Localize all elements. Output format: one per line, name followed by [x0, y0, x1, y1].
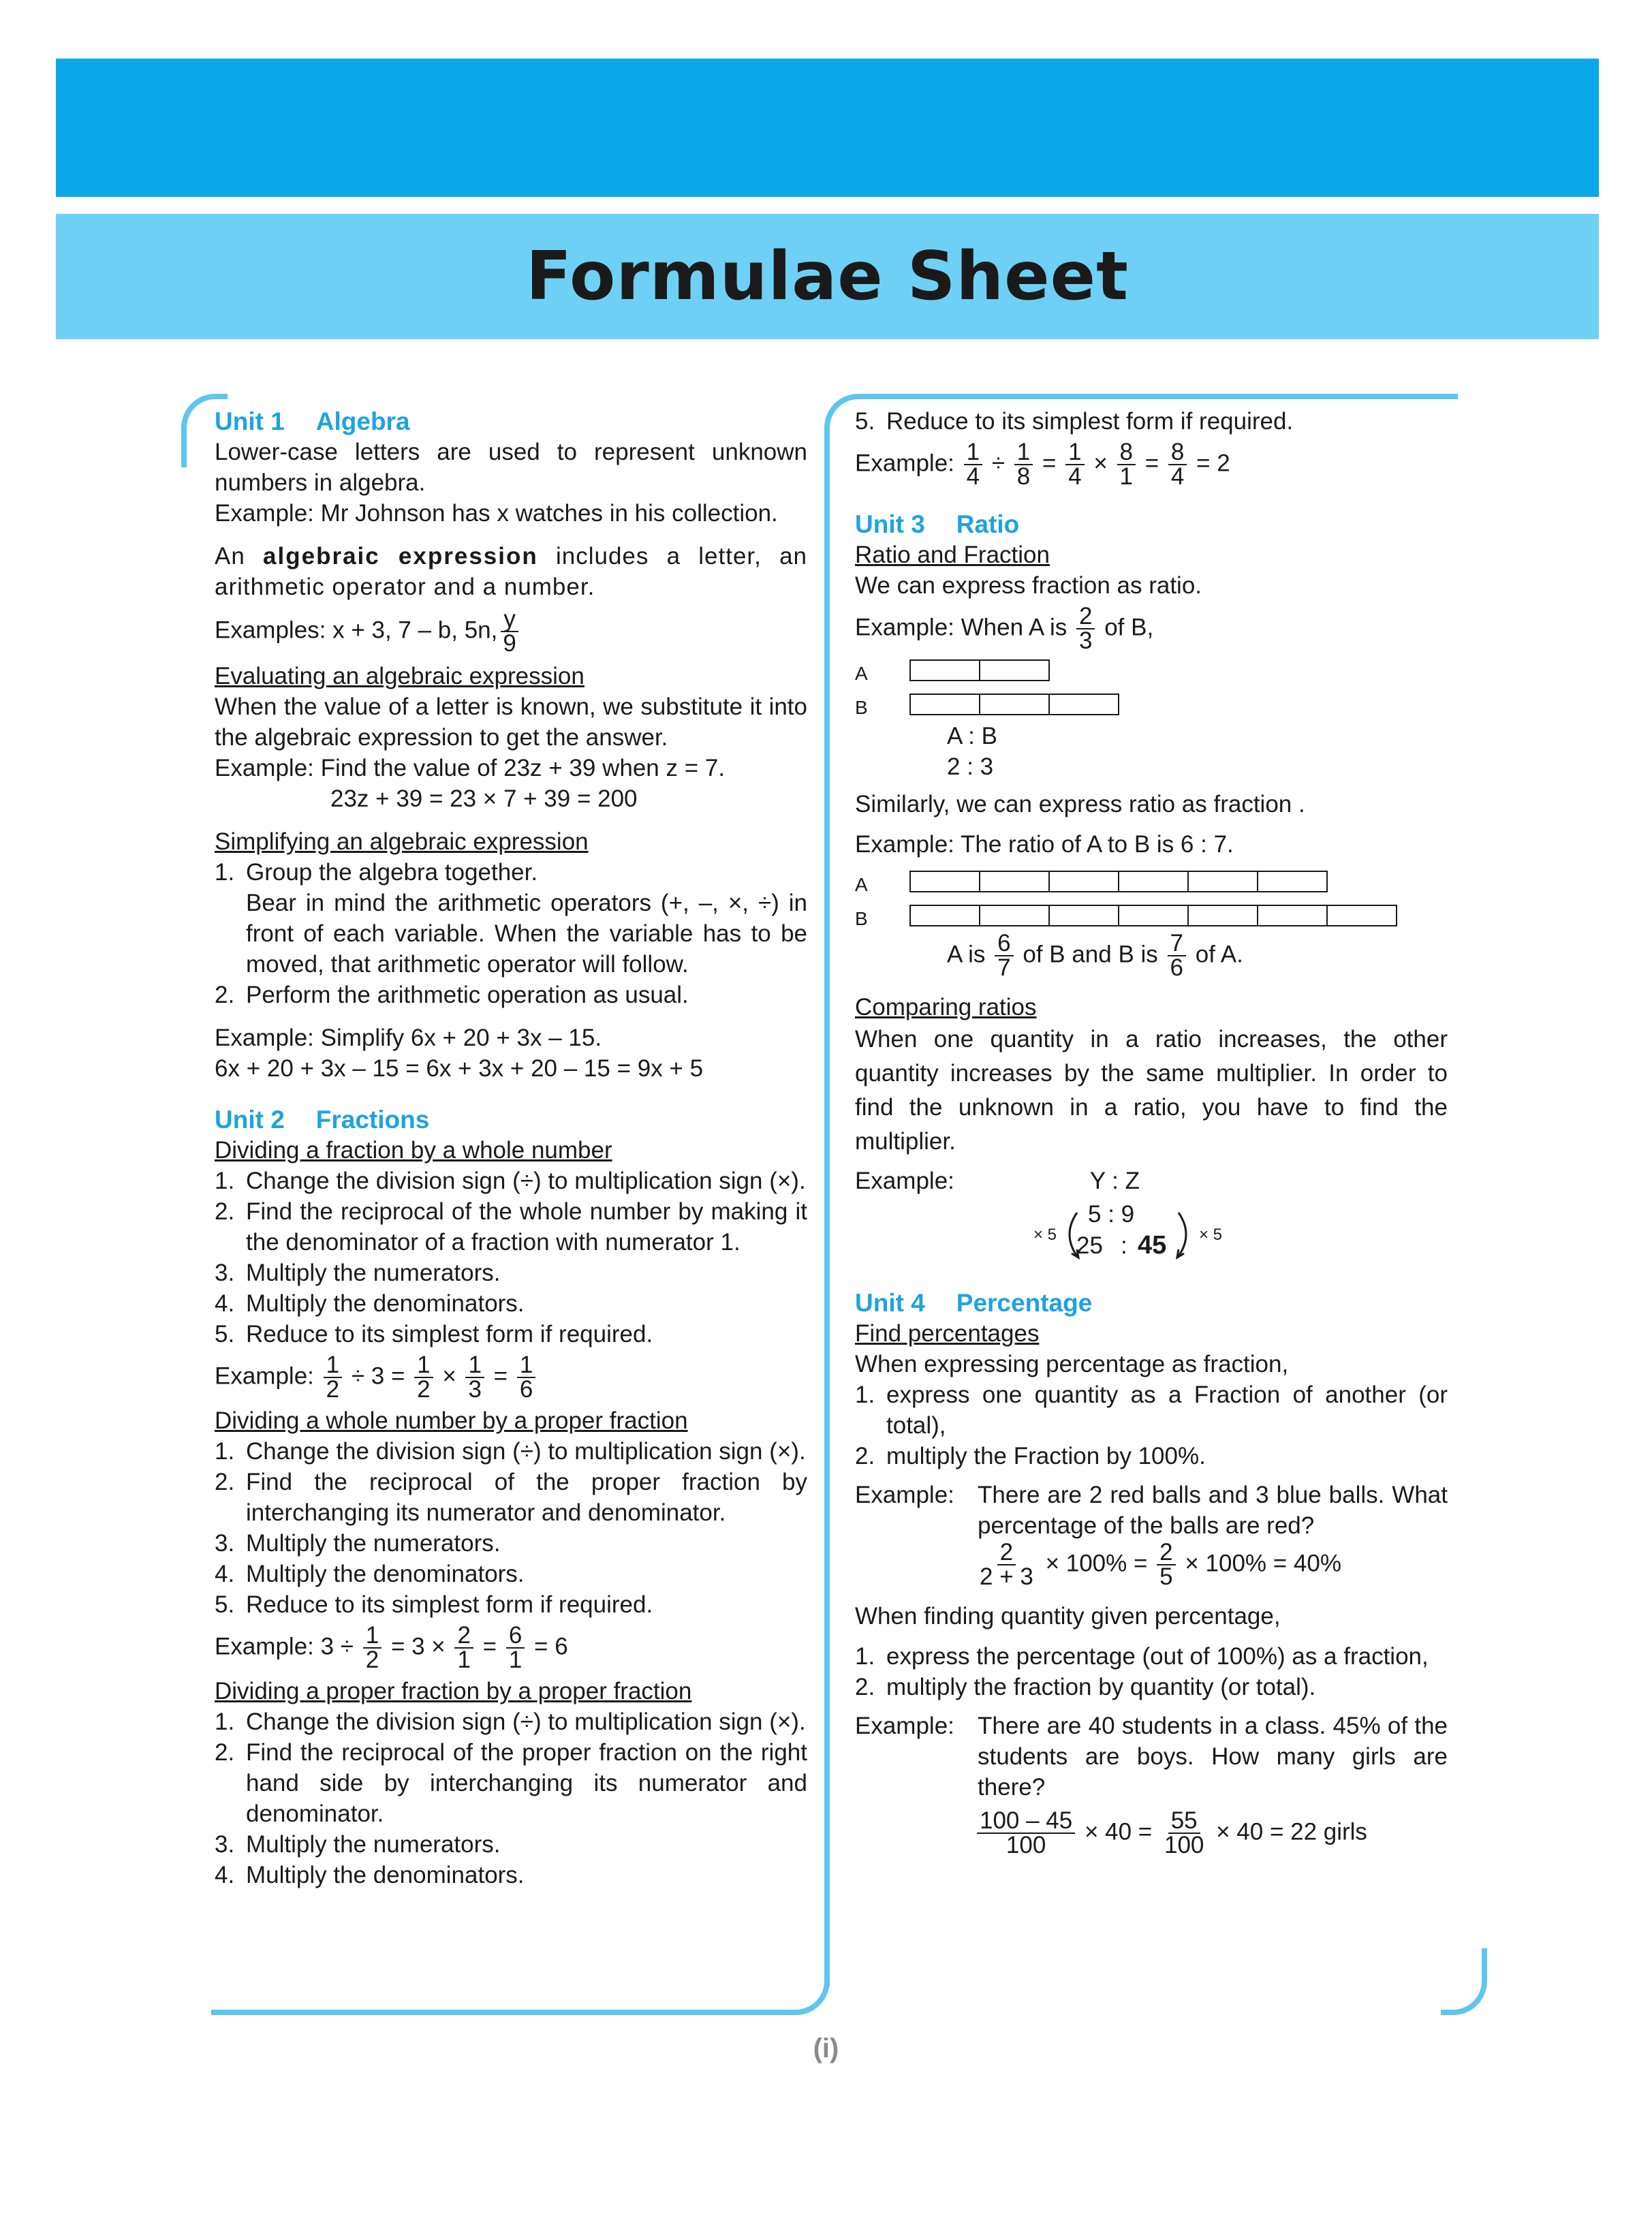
unit3-sec1-heading: Ratio and Fraction — [855, 542, 1050, 568]
unit3-sec1-text: We can express fraction as ratio. — [855, 572, 1202, 599]
ratio-row-2-colon: : — [1121, 1232, 1127, 1259]
list-item: 1. Change the division sign (÷) to multiplication sign (×). — [215, 1168, 806, 1194]
unit2-sec2-heading: Dividing a whole number by a proper fraction — [215, 1407, 688, 1434]
list-item: 1. Change the division sign (÷) to multiplication sign (×). — [215, 1709, 806, 1735]
unit4-ex1: Example: There are 2 red balls and 3 blue balls. What percentage of the balls are red? — [855, 1482, 1448, 1539]
unit2-sec3-heading: Dividing a proper fraction by a proper fraction — [215, 1678, 692, 1704]
ratio-row-2a: 25 — [1076, 1232, 1103, 1259]
unit1-intro: Lower-case letters are used to represent unknown numbers in algebra. — [215, 439, 807, 496]
unit3-comp-example: Example: Y : Z — [855, 1168, 1140, 1194]
unit3-ratio-values: 2 : 3 — [947, 753, 994, 780]
list-item: 1. Group the algebra together. — [215, 859, 538, 886]
unit1-simp-working: 6x + 20 + 3x – 15 = 6x + 3x + 20 – 15 = 9x + 5 — [215, 1055, 704, 1082]
list-item: 4. Multiply the denominators. — [215, 1561, 525, 1587]
list-item: 3. Multiply the numerators. — [215, 1530, 501, 1557]
unit3-heading: Unit 3 Ratio — [855, 510, 1020, 538]
unit1-expression-def: An algebraic expression includes a letter, an arithmetic operator and a number. — [215, 543, 807, 600]
unit4-intro: When expressing percentage as fraction, — [855, 1351, 1289, 1377]
unit2-sec3-example: Example: $\frac{1}{4}$ ÷ $\frac{1}{8}$ = $\frac{1}{4}$ × $\frac{8}{1}$ = $\frac{8}{4}$ = 2 — [855, 439, 1230, 490]
unit1-intro-example: Example: Mr Johnson has x watches in his collection. — [215, 500, 778, 527]
unit2-sec1-heading: Dividing a fraction by a whole number — [215, 1137, 612, 1164]
unit2-sec1-example: Example: $\frac{1}{2}$ ÷ 3 = $\frac{1}{2}$ × $\frac{1}{3}$ = $\frac{1}{6}$ — [215, 1354, 807, 1401]
unit1-simp-heading: Simplifying an algebraic expression — [215, 828, 589, 855]
unit2-heading: Unit 2 Fractions — [215, 1106, 430, 1134]
list-item: 1. express the percentage (out of 100%) as a fraction, — [855, 1643, 1429, 1670]
header-band — [56, 59, 1599, 197]
list-item: 3. Multiply the numerators. — [215, 1831, 501, 1858]
unit1-eval-heading: Evaluating an algebraic expression — [215, 663, 585, 689]
page-number: (i) — [813, 2033, 839, 2063]
unit4-sec-heading: Find percentages — [855, 1320, 1040, 1347]
unit1-eval-text: When the value of a letter is known, we substitute it into the algebraic expression to get the answer. — [215, 693, 807, 751]
unit3-fraction-result: A is $\frac{6}{7}$ of B and B is $\frac{7}{6}$ of A. — [947, 930, 1243, 981]
bar-model-b: B — [855, 687, 1448, 721]
unit2-sec2-steps — [215, 1436, 807, 1620]
list-item: 5. Reduce to its simplest form if required. — [215, 1591, 653, 1618]
times5-right-label: × 5 — [1199, 1226, 1223, 1244]
list-item: 2. Find the reciprocal of the whole number by making it the denominator of a fraction with numerator 1. — [215, 1198, 807, 1256]
unit3-ratio-labels: A : B — [947, 723, 997, 749]
list-item: 1. Change the division sign (÷) to multiplication sign (×). — [215, 1438, 806, 1465]
left-column — [215, 406, 807, 1890]
title-band — [56, 214, 1599, 339]
list-item: 5. Reduce to its simplest form if required. — [215, 1321, 653, 1347]
unit1-simp-note: Bear in mind the arithmetic operators (+, –, ×, ÷) in front of each variable. When the variable has to be moved, that arithmetic operator will follow. — [246, 890, 807, 978]
unit3-example2: Example: The ratio of A to B is 6 : 7. — [855, 831, 1234, 858]
unit4-ex2-working: $\frac{100 - 45}{100}$ × 40 = $\frac{55}{100}$ × 40 = 22 girls — [855, 1809, 1448, 1857]
unit2-sec1-steps — [215, 1166, 807, 1350]
list-item: 3. Multiply the numerators. — [215, 1260, 501, 1286]
unit2-sec3-steps — [215, 1706, 807, 1890]
unit3-similarly: Similarly, we can express ratio as fraction . — [855, 791, 1305, 817]
unit4-ex1-working: $\frac{2}{2 + 3}$ × 100% = $\frac{2}{5}$ × 100% = 40% — [980, 1539, 1341, 1590]
unit3-comp-text: When one quantity in a ratio increases, the other quantity increases by the same multiplier. In order to find the unknown in a ratio, you have to find the multiplier. — [855, 1026, 1448, 1155]
right-frame-bottom-corner — [1441, 1948, 1487, 2015]
bar-model-b2: B — [855, 898, 1448, 932]
unit1-heading: Unit 1 Algebra — [215, 407, 410, 435]
list-item: 5. Reduce to its simplest form if required. — [855, 408, 1294, 435]
ratio-row-1: 5 : 9 — [1088, 1201, 1135, 1228]
unit3-multiplier-diagram — [855, 1199, 1448, 1267]
times5-left-label: × 5 — [1033, 1226, 1057, 1244]
unit4-ex2: Example: There are 40 students in a class. 45% of the students are boys. How many girls are there? — [855, 1713, 1448, 1800]
right-arrow-icon — [1172, 1207, 1199, 1262]
unit2-sec2-example: Example: 3 ÷ $\frac{1}{2}$ = 3 × $\frac{2}{1}$ = $\frac{6}{1}$ = 6 — [215, 1622, 568, 1673]
bar-model-a2: A — [855, 864, 1448, 898]
list-item: 2. multiply the Fraction by 100%. — [855, 1443, 1206, 1469]
ratio-row-2b: 45 — [1138, 1231, 1167, 1260]
unit3-comp-heading: Comparing ratios — [855, 994, 1037, 1020]
unit3-sec1-example: Example: When A is $\frac{2}{3}$ of B, — [855, 603, 1154, 654]
unit1-eval-working: 23z + 39 = 23 × 7 + 39 = 200 — [330, 785, 638, 812]
unit1-examples: Examples: x + 3, 7 – b, 5n, $\frac{y}{9}$ — [215, 608, 807, 655]
list-item: 2. Find the reciprocal of the proper fraction on the right hand side by interchanging its numerator and denominator. — [215, 1739, 807, 1827]
unit1-simp-example: Example: Simplify 6x + 20 + 3x – 15. — [215, 1025, 602, 1051]
unit1-eval-example: Example: Find the value of 23z + 39 when z = 7. — [215, 755, 726, 781]
unit4-heading: Unit 4 Percentage — [855, 1289, 1093, 1317]
bar-model-a: A — [855, 653, 1448, 687]
list-item: 2. multiply the fraction by quantity (or total). — [855, 1674, 1316, 1700]
list-item: 2. Perform the arithmetic operation as usual. — [215, 982, 689, 1008]
left-frame-bottom — [211, 1942, 830, 2015]
list-item: 1. express one quantity as a Fraction of another (or total), — [855, 1382, 1448, 1439]
unit4-intro2: When finding quantity given percentage, — [855, 1603, 1281, 1630]
right-column — [855, 406, 1448, 1857]
list-item: 4. Multiply the denominators. — [215, 1290, 525, 1317]
page-title: Formulae Sheet — [526, 238, 1129, 315]
list-item: 4. Multiply the denominators. — [215, 1862, 525, 1888]
list-item: 2. Find the reciprocal of the proper fraction by interchanging its numerator and denominator. — [215, 1469, 807, 1526]
